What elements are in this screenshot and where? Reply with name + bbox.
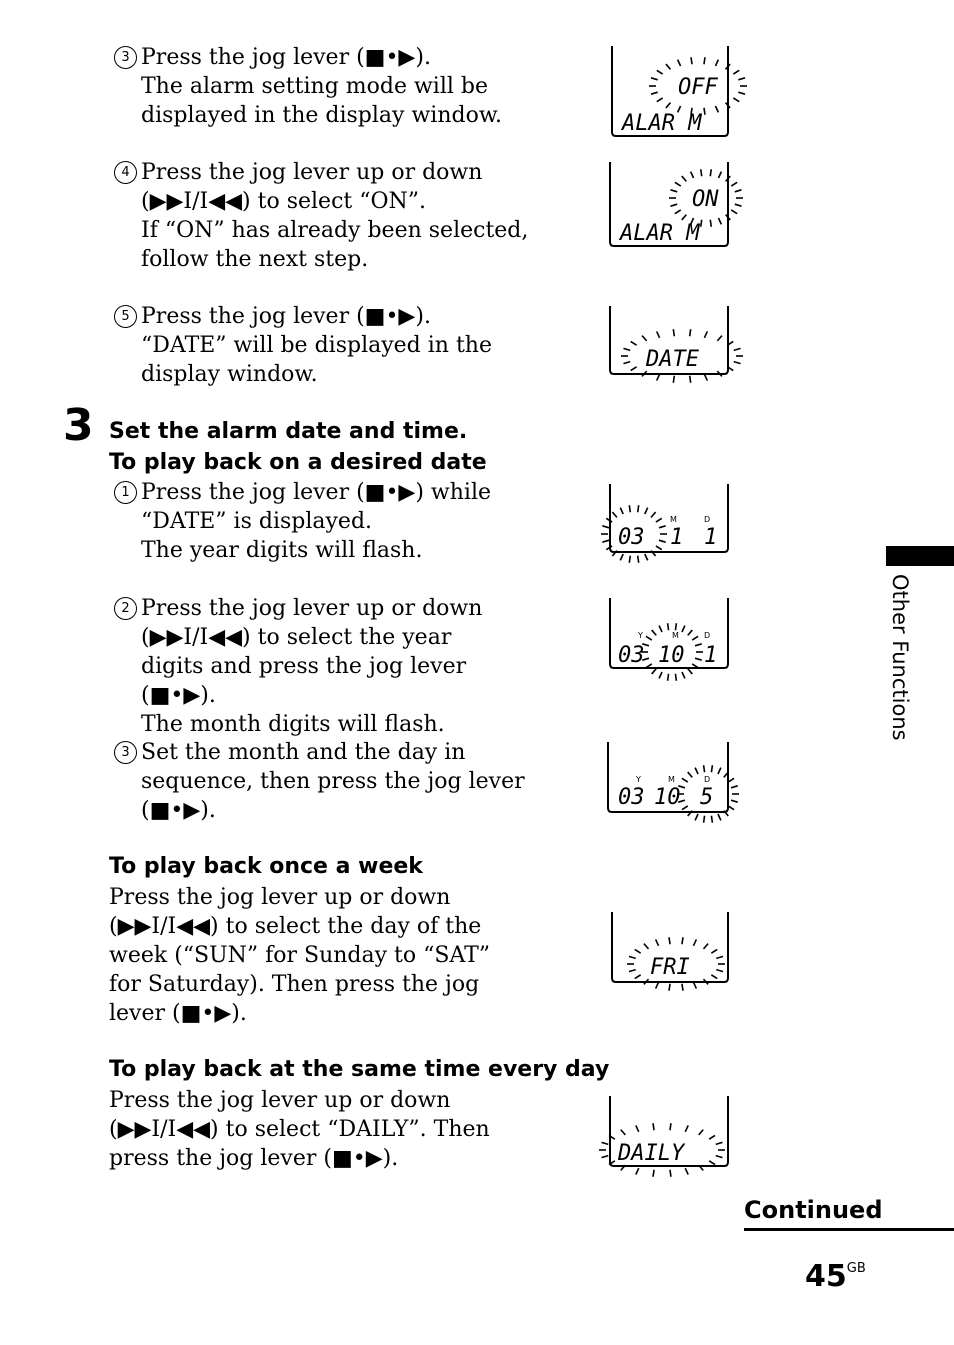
text-line: digits and press the jog lever	[141, 654, 467, 679]
text-line: The month digits will flash.	[141, 712, 445, 737]
flash-ray	[691, 57, 692, 64]
flash-ray	[704, 57, 705, 64]
flash-ray	[678, 60, 681, 66]
flash-ray	[653, 1170, 654, 1177]
flash-ray	[669, 984, 670, 991]
flash-ray	[715, 60, 718, 66]
flash-ray	[704, 108, 705, 115]
lcd-month: 1	[670, 525, 684, 550]
flash-ray	[693, 982, 696, 988]
flash-ray	[688, 630, 693, 635]
flash-ray	[731, 210, 737, 214]
lcd-display-fri	[600, 910, 750, 994]
step-marker-5: 5	[114, 305, 137, 328]
text-line: follow the next step.	[141, 247, 369, 272]
text-line: press the jog lever (■•▶).	[109, 1146, 399, 1171]
flash-ray	[666, 103, 671, 108]
page-number	[805, 1259, 866, 1294]
text-line: (▶▶I/I◀◀) to select “ON”.	[141, 189, 427, 214]
lcd-display-alarm-off	[600, 44, 750, 140]
step-marker-1: 1	[114, 481, 137, 504]
text-line: (■•▶).	[141, 798, 216, 823]
flash-ray	[731, 786, 738, 788]
flash-ray	[644, 944, 649, 949]
lcd-label-day: D	[704, 631, 711, 640]
flash-ray	[636, 1125, 639, 1131]
flash-ray	[682, 626, 685, 632]
flash-ray	[688, 669, 693, 674]
flash-ray	[659, 526, 666, 528]
lcd-label-year: Y	[636, 775, 641, 784]
flash-ray	[657, 98, 663, 102]
flash-ray	[623, 348, 630, 350]
flash-ray	[682, 937, 683, 944]
flash-ray	[701, 220, 702, 227]
step-text-select-on	[141, 158, 528, 274]
flash-ray	[636, 1168, 639, 1174]
flash-ray	[673, 376, 674, 383]
flash-ray	[631, 367, 637, 371]
flash-ray	[635, 975, 641, 979]
step-marker-3b: 3	[114, 741, 137, 764]
step-marker-3: 3	[114, 46, 137, 69]
flash-ray	[620, 508, 623, 514]
flash-ray	[704, 944, 709, 949]
flash-ray	[657, 331, 660, 337]
text-line: Press the jog lever (■•▶) while	[141, 480, 492, 505]
text-line: Press the jog lever up or down	[109, 885, 451, 910]
flash-ray	[602, 1142, 609, 1144]
flash-ray	[682, 176, 687, 181]
lcd-label-day: D	[704, 775, 711, 784]
flash-ray	[688, 772, 693, 777]
flash-ray	[682, 984, 683, 991]
flash-ray	[670, 190, 677, 192]
flash-ray	[670, 1123, 671, 1130]
flash-ray	[711, 949, 717, 953]
lcd-day: 1	[704, 525, 718, 550]
flash-ray	[670, 204, 677, 206]
flash-ray	[682, 672, 685, 678]
lcd-day: 5	[700, 785, 714, 810]
flash-ray	[666, 64, 671, 69]
flash-ray	[652, 630, 657, 635]
lcd-display-alarm-on	[600, 160, 750, 252]
lcd-label-year: Y	[638, 631, 643, 640]
flash-ray	[682, 806, 688, 810]
lcd-label-month: M	[668, 775, 675, 784]
lcd-display-daily	[596, 1094, 750, 1178]
divider	[744, 1228, 954, 1231]
text-line: (■•▶).	[141, 683, 216, 708]
flash-ray	[653, 1123, 654, 1130]
flash-ray	[731, 800, 738, 802]
lcd-display-month-flash	[600, 596, 750, 678]
step-text-year	[141, 478, 491, 565]
flash-ray	[716, 1156, 723, 1158]
flash-ray	[699, 1130, 704, 1135]
flash-ray	[657, 70, 663, 74]
text-line: displayed in the display window.	[141, 103, 503, 128]
section-heading-date: To play back on a desired date	[109, 450, 487, 475]
lcd-top-text: OFF	[678, 75, 718, 100]
flash-ray	[716, 1142, 723, 1144]
text-line: sequence, then press the jog lever	[141, 769, 525, 794]
flash-ray	[690, 329, 691, 336]
step-text-alarm-mode	[141, 43, 502, 130]
flash-ray	[715, 106, 718, 112]
flash-ray	[629, 956, 636, 958]
flash-ray	[602, 540, 609, 542]
flash-ray	[704, 331, 707, 337]
text-line: The alarm setting mode will be	[141, 74, 489, 99]
flash-ray	[656, 518, 662, 522]
flash-ray	[659, 672, 662, 678]
text-line: Press the jog lever (■•▶).	[141, 45, 431, 70]
flash-ray	[701, 169, 702, 176]
flash-ray	[691, 172, 694, 178]
step-text-month	[141, 594, 482, 739]
flash-ray	[734, 362, 741, 364]
flash-ray	[675, 210, 681, 214]
lcd-display-year-flash	[600, 482, 750, 564]
flash-ray	[635, 949, 641, 953]
step-text-date	[141, 302, 492, 389]
flash-ray	[695, 768, 698, 774]
flash-ray	[710, 169, 711, 176]
step-title: Set the alarm date and time.	[109, 419, 468, 444]
text-line: week (“SUN” for Sunday to “SAT”	[109, 943, 491, 968]
side-tab-marker	[886, 546, 954, 566]
text-line: If “ON” has already been selected,	[141, 218, 529, 243]
flash-ray	[735, 190, 742, 192]
flash-ray	[638, 556, 639, 563]
flash-ray	[728, 778, 734, 782]
lcd-bottom-text: ALAR M	[620, 221, 700, 246]
flash-ray	[656, 546, 662, 550]
flash-ray	[668, 623, 669, 630]
text-line: (▶▶I/I◀◀) to select the day of the	[109, 914, 482, 939]
flash-ray	[738, 78, 745, 80]
flash-ray	[629, 505, 630, 512]
flash-ray	[656, 939, 659, 945]
flash-ray	[695, 644, 702, 646]
flash-ray	[718, 768, 721, 774]
daily-text	[109, 1086, 490, 1173]
lcd-display-date	[600, 304, 750, 384]
text-line: “DATE” is displayed.	[141, 509, 373, 534]
text-line: lever (■•▶).	[109, 1001, 247, 1026]
flash-ray	[651, 78, 658, 80]
section-heading-week: To play back once a week	[109, 854, 423, 879]
flash-ray	[711, 975, 717, 979]
flash-ray	[709, 1135, 715, 1139]
flash-ray	[716, 956, 723, 958]
flash-ray	[631, 341, 637, 345]
step-marker-4: 4	[114, 161, 137, 184]
flash-ray	[651, 512, 656, 517]
flash-ray	[711, 765, 712, 772]
flash-ray	[612, 512, 617, 517]
lcd-display-day-flash	[600, 740, 750, 824]
flash-ray	[718, 218, 721, 224]
flash-ray	[685, 1125, 688, 1131]
text-line: “DATE” will be displayed in the	[141, 333, 492, 358]
flash-ray	[735, 204, 742, 206]
side-tab-label	[884, 574, 914, 764]
flash-ray	[709, 1161, 715, 1165]
flash-ray	[668, 674, 669, 681]
flash-ray	[638, 505, 639, 512]
flash-ray	[673, 329, 674, 336]
flash-ray	[602, 526, 609, 528]
flash-ray	[646, 636, 652, 640]
flash-ray	[675, 623, 676, 630]
text-line: (▶▶I/I◀◀) to select “DAILY”. Then	[109, 1117, 490, 1142]
step-number-3: 3	[63, 400, 94, 451]
flash-ray	[620, 554, 623, 560]
flash-ray	[651, 92, 658, 94]
flash-ray	[716, 970, 723, 972]
flash-ray	[731, 182, 737, 186]
lcd-year: 03	[618, 525, 645, 550]
flash-ray	[738, 92, 745, 94]
flash-ray	[645, 508, 648, 514]
flash-ray	[621, 1130, 626, 1135]
lcd-text: DAILY	[618, 1141, 685, 1166]
flash-ray	[682, 778, 688, 782]
side-tab-text: Other Functions	[888, 574, 912, 741]
flash-ray	[711, 816, 712, 823]
flash-ray	[695, 658, 702, 660]
flash-ray	[704, 765, 705, 772]
flash-ray	[675, 674, 676, 681]
text-line: The year digits will flash.	[141, 538, 423, 563]
text-line: Set the month and the day in	[141, 740, 466, 765]
flash-ray	[642, 336, 647, 341]
flash-ray	[728, 806, 734, 810]
flash-ray	[659, 540, 666, 542]
flash-ray	[659, 626, 662, 632]
week-text	[109, 883, 490, 1028]
flash-ray	[675, 182, 681, 186]
text-line: Press the jog lever up or down	[141, 160, 483, 185]
flash-ray	[733, 70, 739, 74]
flash-ray	[693, 939, 696, 945]
lcd-year: 03	[618, 643, 645, 668]
text-line: Press the jog lever (■•▶).	[141, 304, 431, 329]
lcd-day: 1	[704, 643, 718, 668]
flash-ray	[670, 1170, 671, 1177]
flash-ray	[602, 1156, 609, 1158]
flash-ray	[657, 374, 660, 380]
flash-ray	[645, 554, 648, 560]
flash-ray	[734, 348, 741, 350]
lcd-label-month: M	[670, 515, 677, 524]
flash-ray	[718, 814, 721, 820]
lcd-label-day: D	[704, 515, 711, 524]
step-marker-2: 2	[114, 597, 137, 620]
lcd-label-month: M	[672, 631, 679, 640]
flash-ray	[656, 982, 659, 988]
flash-ray	[629, 970, 636, 972]
flash-ray	[682, 215, 687, 220]
text-line: for Saturday). Then press the jog	[109, 972, 480, 997]
text-line: display window.	[141, 362, 318, 387]
flash-ray	[704, 374, 707, 380]
flash-ray	[733, 98, 739, 102]
lcd-year: 03	[618, 785, 645, 810]
flash-ray	[695, 814, 698, 820]
flash-ray	[685, 1168, 688, 1174]
flash-ray	[704, 816, 705, 823]
page-number-value: 45	[805, 1259, 847, 1294]
flash-ray	[629, 556, 630, 563]
text-line: Press the jog lever up or down	[141, 596, 483, 621]
flash-ray	[718, 172, 721, 178]
flash-ray	[710, 220, 711, 227]
lcd-text: DATE	[646, 347, 699, 372]
step-text-day	[141, 738, 525, 825]
flash-ray	[669, 937, 670, 944]
flash-ray	[692, 636, 698, 640]
lcd-bottom-text: ALAR M	[622, 111, 702, 136]
continued-label: Continued	[744, 1196, 883, 1224]
flash-ray	[652, 669, 657, 674]
lcd-text: FRI	[650, 955, 690, 980]
section-heading-daily: To play back at the same time every day	[109, 1057, 610, 1082]
lcd-month: 10	[654, 785, 681, 810]
lcd-month: 10	[658, 643, 685, 668]
text-line: (▶▶I/I◀◀) to select the year	[141, 625, 452, 650]
flash-ray	[717, 336, 722, 341]
text-line: Press the jog lever up or down	[109, 1088, 451, 1113]
lcd-top-text: ON	[692, 187, 719, 212]
flash-ray	[623, 362, 630, 364]
page-number-suffix: GB	[846, 1261, 866, 1276]
flash-ray	[690, 376, 691, 383]
